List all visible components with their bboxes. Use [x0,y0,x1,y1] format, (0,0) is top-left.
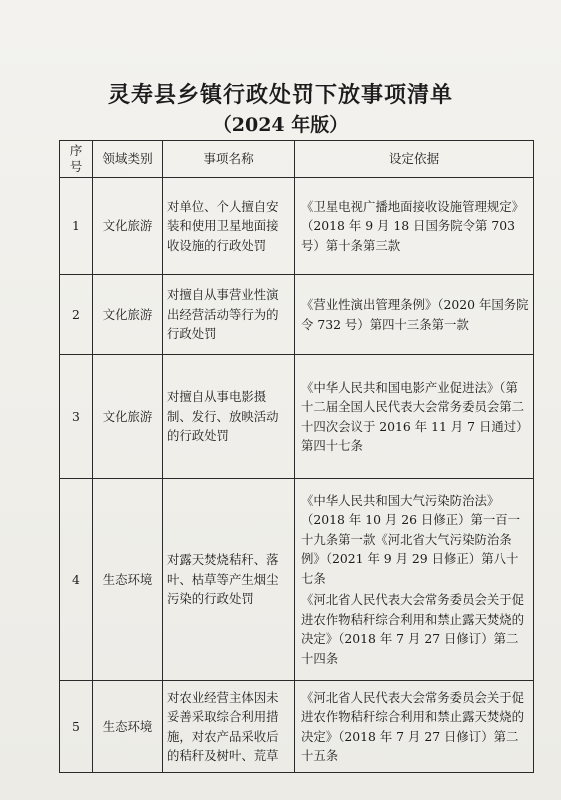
table-header-row [60,141,534,178]
row-field: 文化旅游 [93,178,163,275]
row-no: 3 [60,355,93,479]
row-basis [295,355,534,479]
header-name: 事项名称 [163,141,295,178]
table-row [60,355,534,479]
row-no: 2 [60,275,93,355]
basis-text: 《卫星电视广播地面接收设施管理规定》（2018 年 9 月 18 日国务院令第 703 号）第十条第三款 [301,198,525,253]
items-table [59,140,534,773]
row-field: 生态环境 [93,479,163,681]
page-subtitle: （2024 年版） [212,114,349,136]
row-name: 对农业经营主体因未妥善采取综合利用措施，对农产品采收后的秸秆及树叶、荒草 [163,681,295,773]
row-field: 文化旅游 [93,355,163,479]
basis-text: 《中华人民共和国电影产业促进法》（第十二届全国人民代表大会常务委员会第二十四次会议于 2016 年 11 月 7 日通过）第四十七条 [301,379,529,453]
row-field: 生态环境 [93,681,163,773]
header-field: 领域类别 [93,141,163,178]
row-no: 1 [60,178,93,275]
basis-text: 《中华人民共和国大气污染防治法》（2018 年 10 月 26 日修正）第一百一十九条第一款《河北省大气污染防治条例》（2021 年 9 月 29 日修正）第八十七条 [301,492,521,586]
basis-text: 《河北省人民代表大会常务委员会关于促进农作物秸秆综合利用和禁止露天焚烧的决定》（2018 年 7 月 27 日修订）第二十四条 [301,592,525,666]
header-basis: 设定依据 [295,141,534,178]
table-row [60,479,534,681]
basis-text: 《营业性演出管理条例》（2020 年国务院令 732 号）第四十三条第一款 [301,297,529,332]
table-row [60,178,534,275]
row-name: 对露天焚烧秸秆、落叶、枯草等产生烟尘污染的行政处罚 [163,479,295,681]
row-field: 文化旅游 [93,275,163,355]
row-basis [295,479,534,681]
header-no: 序 号 [60,141,93,178]
row-basis [295,275,534,355]
table-row [60,275,534,355]
row-name: 对单位、个人擅自安装和使用卫星地面接收设施的行政处罚 [163,178,295,275]
row-basis [295,681,534,773]
basis-text: 《河北省人民代表大会常务委员会关于促进农作物秸秆综合利用和禁止露天焚烧的决定》（2018 年 7 月 27 日修订）第二十五条 [301,689,525,763]
table-row [60,681,534,773]
row-basis [295,178,534,275]
row-no: 5 [60,681,93,773]
row-name: 对擅自从事电影摄制、发行、放映活动的行政处罚 [163,355,295,479]
page-title: 灵寿县乡镇行政处罚下放事项清单 [107,82,453,108]
row-name: 对擅自从事营业性演出经营活动等行为的行政处罚 [163,275,295,355]
row-no: 4 [60,479,93,681]
